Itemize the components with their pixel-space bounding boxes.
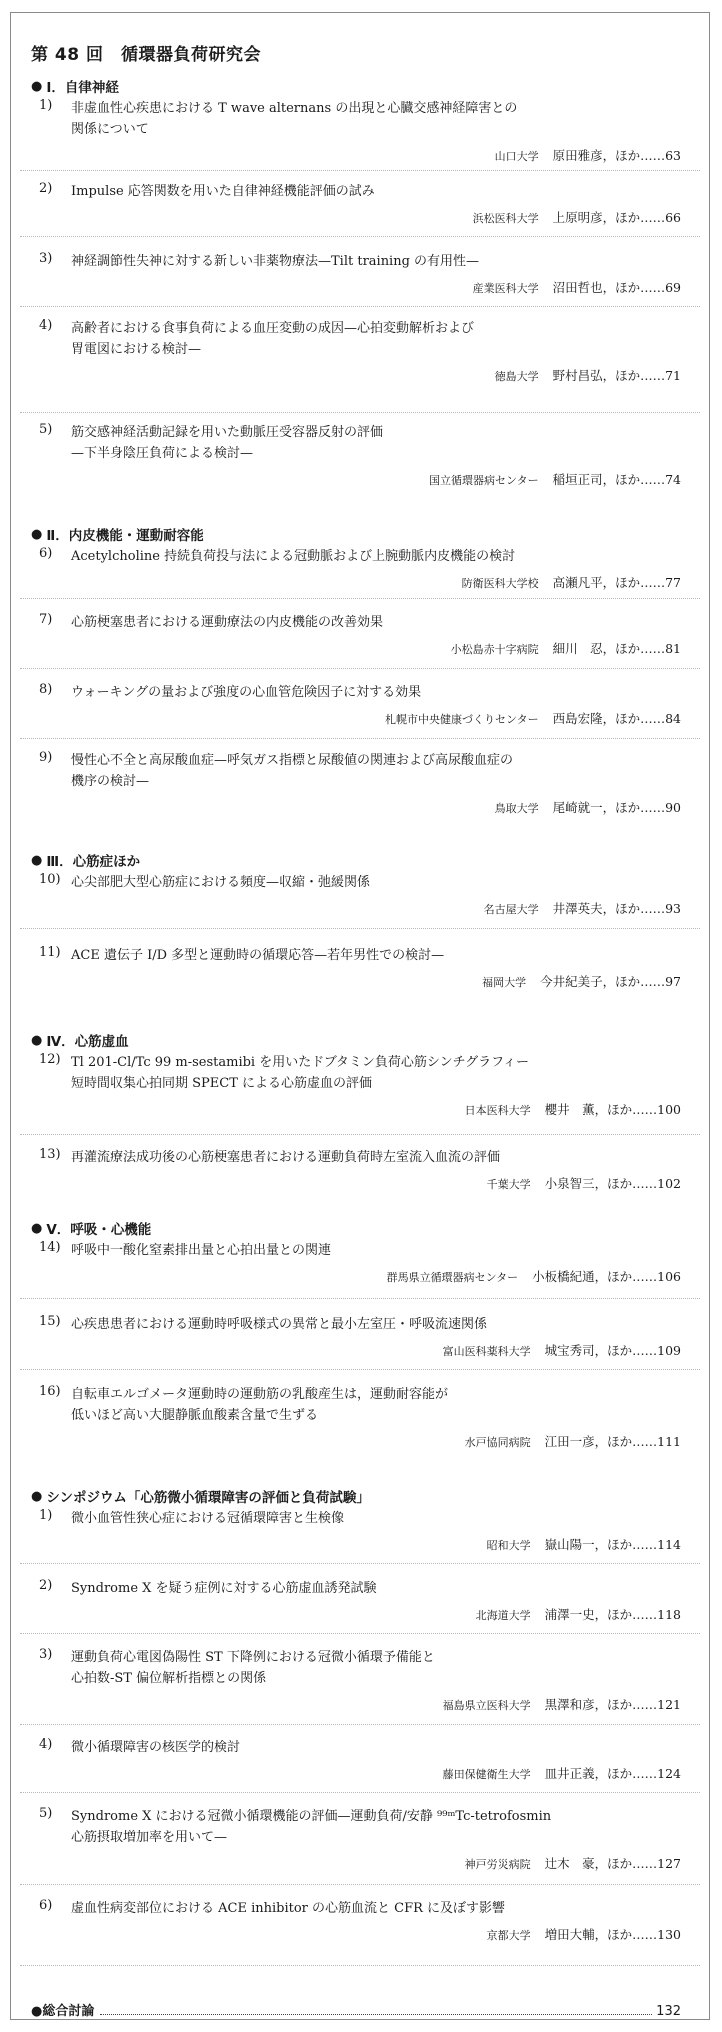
entry-number: 1) [39,98,53,113]
entry-author-page: 井澤英夫，ほか……93 [552,901,681,916]
entry-author [31,639,681,657]
entry-number: 5) [39,422,53,437]
separator [20,236,700,237]
entry-author [31,709,681,727]
separator [20,1792,700,1793]
entry-author-page: 辻木 豪，ほか……127 [544,1856,681,1871]
entry-author [31,1174,681,1192]
toc-entry[interactable] [31,1384,681,1450]
entry-title-line1: ACE 遺伝子 I/D 多型と運動時の循環応答—若年男性での検討— [71,948,445,963]
entry-title-line1: 非虚血性心疾患における T wave alternans の出現と心臓交感神経障害との [71,101,518,116]
entry-affiliation: 鳥取大学 [494,802,539,815]
bullet-icon: ● [31,1220,43,1236]
entry-affiliation: 福岡大学 [482,976,527,989]
general-discussion-row[interactable] [31,2000,681,2019]
toc-entry[interactable] [31,1147,681,1192]
entry-author-page: 稲垣正司，ほか……74 [552,472,681,487]
toc-entry[interactable] [31,872,681,917]
entry-author-page: 今井紀美子，ほか……97 [540,974,681,989]
entry-author-page: 黒澤和彦，ほか……121 [544,1697,681,1712]
entry-author-page: 城宝秀司，ほか……109 [544,1343,681,1358]
toc-entry[interactable] [31,1898,681,1943]
entry-author-page: 櫻井 薫，ほか……100 [544,1102,681,1117]
toc-entry[interactable] [31,1737,681,1782]
bullet-icon: ● [31,78,43,94]
section-heading-symposium [31,1486,370,1506]
toc-entry[interactable] [31,612,681,657]
separator [20,1633,700,1634]
entry-affiliation: 水戸協同病院 [464,1436,531,1449]
entry-affiliation: 国立循環器病センター [429,474,539,487]
entry-author-page: 尾崎就一，ほか……90 [552,800,681,815]
entry-author-page: 原田雅彦，ほか……63 [552,148,681,163]
bullet-icon: ● [31,2004,43,2019]
section-label: Ⅱ．内皮機能・運動耐容能 [46,528,204,544]
entry-author-page: 江田一彦，ほか……111 [544,1434,681,1449]
toc-entry[interactable] [31,1578,681,1623]
separator [20,668,700,669]
bullet-icon: ● [31,1032,43,1048]
entry-title-line2: 心筋摂取増加率を用いて— [71,1830,228,1845]
separator [20,1884,700,1885]
entry-title-line2: —下半身陰圧負荷による検討— [71,446,254,461]
entry-affiliation: 昭和大学 [486,1539,531,1552]
entry-author-page: 西島宏隆，ほか……84 [552,711,681,726]
separator [20,738,700,739]
entry-author [31,1535,681,1553]
entry-affiliation: 神戸労災病院 [464,1858,531,1871]
entry-number: 3) [39,251,53,266]
toc-entry[interactable] [31,1240,681,1285]
entry-title-line2: 短時間収集心拍同期 SPECT による心筋虚血の評価 [71,1076,373,1091]
entry-affiliation: 京都大学 [486,1929,531,1942]
toc-entry[interactable] [31,682,681,727]
entry-author [31,1432,681,1450]
entry-author [31,208,681,226]
separator [20,928,700,929]
entry-number: 11) [39,945,61,960]
entry-title-line1: 微小循環障害の核医学的検討 [71,1740,241,1755]
entry-title-line1: 運動負荷心電図偽陽性 ST 下降例における冠微小循環予備能と [71,1650,435,1665]
entry-title-line1: Impulse 応答関数を用いた自律神経機能評価の試み [71,184,375,199]
entry-author [31,798,681,816]
bullet-icon: ● [31,852,43,868]
bullet-icon: ● [31,526,43,542]
entry-title-line1: 高齢者における食事負荷による血圧変動の成因—心拍変動解析および [71,321,475,336]
entry-number: 15) [39,1314,61,1329]
entry-number: 10) [39,872,61,887]
section-label: シンポジウム「心筋微小循環障害の評価と負荷試験」 [46,1490,370,1506]
toc-entry[interactable] [31,945,681,990]
entry-author-page: 野村昌弘，ほか……71 [552,368,681,383]
section-heading-4 [31,1030,129,1050]
entry-title-line1: Syndrome X における冠微小循環機能の評価—運動負荷/安静 ⁹⁹ᵐTc-tetrofosmin [71,1809,552,1824]
entry-number: 4) [39,318,53,333]
entry-title-line1: 神経調節性失神に対する新しい非薬物療法—Tilt training の有用性— [71,254,480,269]
section-label: Ⅳ．心筋虚血 [46,1034,129,1050]
entry-title-line1: 自転車エルゴメータ運動時の運動筋の乳酸産生は，運動耐容能が [71,1387,449,1402]
entry-affiliation: 日本医科大学 [464,1104,531,1117]
entry-affiliation: 富山医科薬科大学 [442,1345,531,1358]
entry-title-line1: 心筋梗塞患者における運動療法の内皮機能の改善効果 [71,615,384,630]
entry-author [31,1100,681,1118]
section-heading-5 [31,1218,151,1238]
entry-author [31,1605,681,1623]
entry-affiliation: 産業医科大学 [472,282,539,295]
entry-affiliation: 小松島赤十字病院 [450,643,539,656]
toc-entry[interactable] [31,98,681,164]
section-label: Ⅴ．呼吸・心機能 [46,1222,152,1238]
entry-title-line1: 慢性心不全と高尿酸血症—呼気ガス指標と尿酸値の関連および高尿酸血症の [71,753,514,768]
entry-author [31,1854,681,1872]
section-label: Ⅰ．自律神経 [46,80,119,96]
toc-entry[interactable] [31,422,681,488]
section-label: Ⅲ．心筋症ほか [46,854,141,870]
entry-author [31,573,681,591]
separator [20,412,700,413]
toc-entry[interactable] [31,318,681,384]
entry-author-page: 高瀬凡平，ほか……77 [552,575,681,590]
toc-entry[interactable] [31,1314,681,1359]
separator [20,170,700,171]
entry-title-line1: 微小血管性狭心症における冠循環障害と生検像 [71,1511,345,1526]
entry-title-line2: 心拍数-ST 偏位解析指標との関係 [71,1671,267,1686]
entry-author [31,470,681,488]
entry-title-line1: 筋交感神経活動記録を用いた動脈圧受容器反射の評価 [71,425,384,440]
separator [20,306,700,307]
entry-number: 14) [39,1240,61,1255]
entry-number: 9) [39,750,53,765]
toc-entry[interactable] [31,1806,681,1872]
dot-leader [100,2014,652,2015]
toc-entry[interactable] [31,750,681,816]
toc-entry[interactable] [31,251,681,296]
entry-author [31,972,681,990]
separator [20,1369,700,1370]
entry-author-page: 細川 忍，ほか……81 [552,641,681,656]
separator [20,1134,700,1135]
entry-number: 1) [39,1508,53,1523]
entry-title-line1: Syndrome X を疑う症例に対する心筋虚血誘発試験 [71,1581,377,1596]
entry-author [31,146,681,164]
entry-affiliation: 北海道大学 [475,1609,531,1622]
section-heading-3 [31,850,140,870]
entry-author-page: 浦澤一史，ほか……118 [544,1607,681,1622]
entry-author-page: 嶽山陽一，ほか……114 [544,1537,681,1552]
section-heading-1 [31,76,119,96]
entry-author-page: 増田大輔，ほか……130 [544,1927,681,1942]
entry-title-line1: 心尖部肥大型心筋症における頻度—収縮・弛緩関係 [71,875,371,890]
entry-number: 13) [39,1147,61,1162]
toc-entry[interactable] [31,1508,681,1553]
entry-title-line2: 機序の検討— [71,774,150,789]
entry-affiliation: 名古屋大学 [483,903,539,916]
entry-affiliation: 千葉大学 [486,1178,531,1191]
toc-entry[interactable] [31,546,681,591]
entry-author [31,278,681,296]
page-title: 第 48 回 循環器負荷研究会 [31,45,261,65]
entry-title-line1: 心疾患患者における運動時呼吸様式の異常と最小左室圧・呼吸流速関係 [71,1317,488,1332]
entry-author [31,1764,681,1782]
entry-author [31,1267,681,1285]
separator [20,1965,700,1966]
entry-affiliation: 防衛医科大学校 [461,577,539,590]
entry-affiliation: 山口大学 [494,150,539,163]
entry-number: 2) [39,181,53,196]
entry-number: 12) [39,1052,61,1067]
separator [20,598,700,599]
entry-affiliation: 福島県立医科大学 [442,1699,531,1712]
entry-title-line1: Acetylcholine 持続負荷投与法による冠動脈および上腕動脈内皮機能の検討 [71,549,516,564]
entry-title-line1: 再灌流療法成功後の心筋梗塞患者における運動負荷時左室流入血流の評価 [71,1150,501,1165]
entry-author-page: 皿井正義，ほか……124 [544,1766,681,1781]
entry-affiliation: 札幌市中央健康づくりセンター [385,713,539,726]
entry-affiliation: 群馬県立循環器病センター [386,1271,519,1284]
entry-title-line1: 呼吸中一酸化窒素排出量と心拍出量との関連 [71,1243,332,1258]
general-discussion-label: 総合討論 [42,2004,95,2019]
entry-author [31,1695,681,1713]
entry-affiliation: 藤田保健衛生大学 [442,1768,531,1781]
entry-author-page: 小板橋紀通，ほか……106 [532,1269,681,1284]
entry-author [31,899,681,917]
entry-author-page: 沼田哲也，ほか……69 [552,280,681,295]
page-frame [10,12,710,2020]
general-discussion-page: 132 [656,2004,681,2019]
entry-title-line1: ウォーキングの量および強度の心血管危険因子に対する効果 [71,685,422,700]
entry-affiliation: 浜松医科大学 [472,212,539,225]
entry-number: 5) [39,1806,53,1821]
entry-author [31,1341,681,1359]
toc-entry[interactable] [31,1647,681,1713]
entry-author [31,1925,681,1943]
entry-number: 4) [39,1737,53,1752]
entry-number: 2) [39,1578,53,1593]
separator [20,1563,700,1564]
entry-title-line2: 低いほど高い大腿静脈血酸素含量で生ずる [71,1408,319,1423]
toc-entry[interactable] [31,181,681,226]
toc-entry[interactable] [31,1052,681,1118]
entry-author-page: 小泉智三，ほか……102 [544,1176,681,1191]
entry-number: 16) [39,1384,61,1399]
entry-title-line2: 関係について [71,122,149,137]
entry-title-line2: 胃電図における検討— [71,342,202,357]
entry-title-line1: Tl 201-Cl/Tc 99 m-sestamibi を用いたドブタミン負荷心筋シンチグラフィー [71,1055,530,1070]
separator [20,1724,700,1725]
entry-number: 8) [39,682,53,697]
entry-number: 6) [39,546,53,561]
entry-author-page: 上原明彦，ほか……66 [552,210,681,225]
entry-affiliation: 徳島大学 [494,370,539,383]
separator [20,1298,700,1299]
section-heading-2 [31,524,204,544]
entry-title-line1: 虚血性病変部位における ACE inhibitor の心筋血流と CFR に及ぼす影響 [71,1901,506,1916]
entry-number: 6) [39,1898,53,1913]
entry-author [31,366,681,384]
entry-number: 3) [39,1647,53,1662]
bullet-icon: ● [31,1488,43,1504]
entry-number: 7) [39,612,53,627]
